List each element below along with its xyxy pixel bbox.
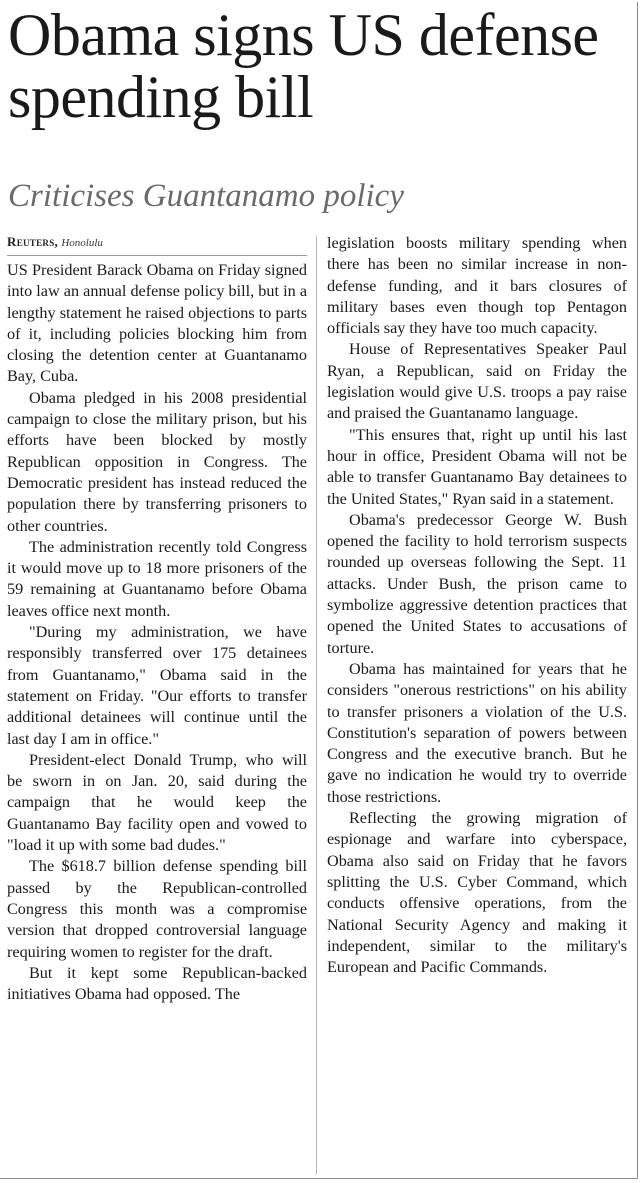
headline: Obama signs US defense spending bill xyxy=(8,2,599,130)
column-divider xyxy=(316,236,317,1174)
news-agency: Reuters, xyxy=(7,234,59,249)
paragraph: The administration recently told Congress it would move up to 18 more prisoners of the 59 remaining at Guantanamo before Obama leaves office next month. xyxy=(7,537,307,620)
dateline: Honolulu xyxy=(61,237,103,249)
paragraph: Obama pledged in his 2008 presidential campaign to close the military prison, but his efforts have been blocked by mostly Republican opposition in Congress. The Democratic president has instead reduced the population there by transferring prisoners to other countries. xyxy=(7,388,307,535)
paragraph: "During my administration, we have responsibly transferred over 175 detainees from Guantanamo," Obama said in the statement on Friday. "Our efforts to transfer additional detainees will continue until the last day I am in office." xyxy=(7,623,307,748)
paragraph-continued: legislation boosts military spending when there has been no similar increase in non-defense funding, and it bars closures of military bases even though top Pentagon officials say they have too much capacity. xyxy=(327,234,627,338)
byline xyxy=(7,233,307,256)
paragraph: House of Representatives Speaker Paul Ryan, a Republican, said on Friday the legislation would give U.S. troops a pay raise and praised the Guantanamo language. xyxy=(327,340,627,423)
page-border-right xyxy=(637,2,638,1178)
subheadline: Criticises Guantanamo policy xyxy=(8,178,404,214)
paragraph: President-elect Donald Trump, who will be sworn in on Jan. 20, said during the campaign that he would keep the Guantanamo Bay facility open and vowed to "load it up with some bad dudes." xyxy=(7,750,307,855)
paragraph: But it kept some Republican-backed initiatives Obama had opposed. The xyxy=(7,963,307,1004)
paragraph: Obama's predecessor George W. Bush opened the facility to hold terrorism suspects rounded up overseas following the Sept. 11 attacks. Under Bush, the prison came to symbolize aggressive detention practices that opened the United States to accusations of torture. xyxy=(327,510,627,657)
paragraph: The $618.7 billion defense spending bill passed by the Republican-controlled Congress this month was a compromise version that dropped controversial language requiring women to register for the draft. xyxy=(7,857,307,961)
article-column-right xyxy=(327,233,627,978)
paragraph: Obama has maintained for years that he considers "onerous restrictions" on his ability to transfer prisoners a violation of the U.S. Constitution's separation of powers between Congress and the executive branch. But he gave no indication he would try to override those restrictions. xyxy=(327,659,627,806)
paragraph: US President Barack Obama on Friday signed into law an annual defense policy bill, but in a lengthy statement he raised objections to parts of it, including policies blocking him from closing the detention center at Guantanamo Bay, Cuba. xyxy=(7,261,307,386)
article-column-left xyxy=(7,233,307,1005)
paragraph: Reflecting the growing migration of espionage and warfare into cyberspace, Obama also said on Friday that he favors splitting the U.S. Cyber Command, which conducts offensive operations, from the National Security Agency and making it independent, similar to the military's European and Pacific Commands. xyxy=(327,809,627,977)
paragraph: "This ensures that, right up until his last hour in office, President Obama will not be able to transfer Guantanamo Bay detainees to the United States," Ryan said in a statement. xyxy=(327,425,627,508)
page-border-bottom xyxy=(0,1178,638,1179)
